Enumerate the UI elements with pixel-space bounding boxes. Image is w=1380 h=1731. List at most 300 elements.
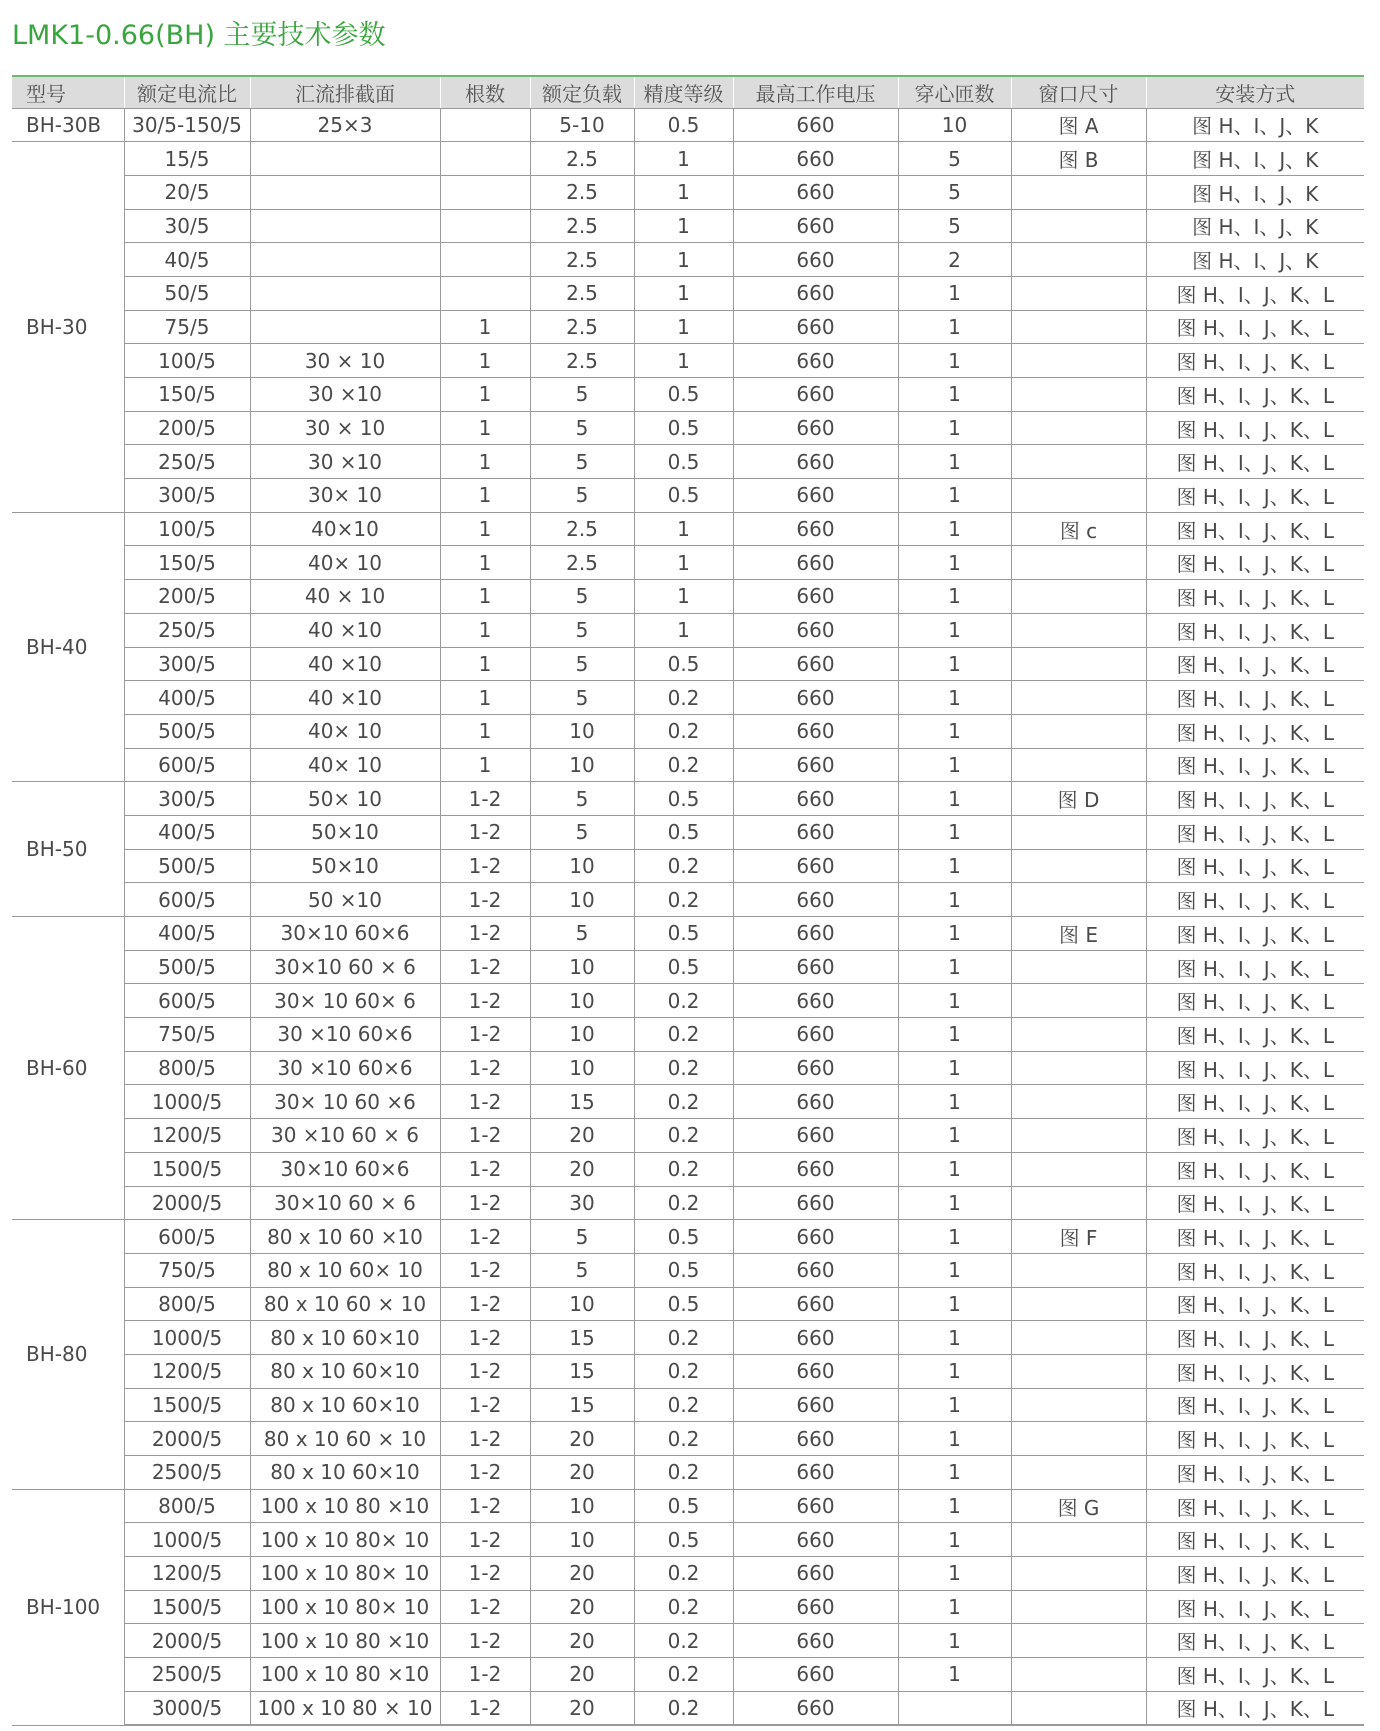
table-row — [12, 1422, 1364, 1456]
header-busbar-section: 汇流排截面 — [250, 76, 440, 108]
cell-current-ratio: 500/5 — [124, 849, 250, 883]
cell-max-voltage: 660 — [733, 546, 898, 580]
cell-max-voltage: 660 — [733, 1489, 898, 1523]
cell-count: 1 — [440, 378, 530, 412]
table-row — [12, 1456, 1364, 1490]
cell-accuracy-class: 0.2 — [634, 1085, 733, 1119]
cell-mounting: 图 H、I、J、K、L — [1146, 1523, 1364, 1557]
cell-current-ratio: 500/5 — [124, 950, 250, 984]
cell-count: 1-2 — [440, 1321, 530, 1355]
cell-mounting: 图 H、I、J、K、L — [1146, 984, 1364, 1018]
cell-model: BH-100 — [12, 1489, 124, 1725]
cell-window-size: 图 B — [1011, 142, 1146, 176]
cell-busbar-section: 50×10 — [250, 849, 440, 883]
cell-accuracy-class: 0.2 — [634, 1186, 733, 1220]
cell-turns: 1 — [898, 512, 1011, 546]
cell-count: 1-2 — [440, 950, 530, 984]
cell-window-size — [1011, 310, 1146, 344]
cell-current-ratio: 1200/5 — [124, 1354, 250, 1388]
cell-count: 1-2 — [440, 1220, 530, 1254]
cell-current-ratio: 150/5 — [124, 546, 250, 580]
cell-current-ratio: 75/5 — [124, 310, 250, 344]
cell-turns: 1 — [898, 1018, 1011, 1052]
cell-max-voltage: 660 — [733, 1321, 898, 1355]
cell-window-size — [1011, 344, 1146, 378]
cell-window-size — [1011, 479, 1146, 513]
cell-rated-load: 2.5 — [530, 243, 634, 277]
cell-max-voltage: 660 — [733, 1523, 898, 1557]
cell-busbar-section: 30 × 10 — [250, 344, 440, 378]
cell-busbar-section: 30 ×10 — [250, 445, 440, 479]
cell-busbar-section: 80 x 10 60×10 — [250, 1354, 440, 1388]
cell-busbar-section: 100 x 10 80 ×10 — [250, 1624, 440, 1658]
cell-mounting: 图 H、I、J、K、L — [1146, 378, 1364, 412]
cell-accuracy-class: 0.2 — [634, 1388, 733, 1422]
table-row — [12, 613, 1364, 647]
cell-mounting: 图 H、I、J、K、L — [1146, 1119, 1364, 1153]
cell-current-ratio: 400/5 — [124, 681, 250, 715]
table-row — [12, 512, 1364, 546]
cell-current-ratio: 2500/5 — [124, 1658, 250, 1692]
cell-turns: 1 — [898, 849, 1011, 883]
table-row — [12, 1691, 1364, 1725]
cell-current-ratio: 1500/5 — [124, 1590, 250, 1624]
cell-busbar-section: 30×10 60×6 — [250, 1152, 440, 1186]
cell-accuracy-class: 0.2 — [634, 883, 733, 917]
cell-max-voltage: 660 — [733, 1422, 898, 1456]
cell-current-ratio: 400/5 — [124, 917, 250, 951]
cell-count: 1 — [440, 613, 530, 647]
header-rated-load: 额定负载 — [530, 76, 634, 108]
cell-accuracy-class: 0.2 — [634, 1557, 733, 1591]
cell-count: 1-2 — [440, 1287, 530, 1321]
cell-max-voltage: 660 — [733, 1354, 898, 1388]
cell-turns: 1 — [898, 647, 1011, 681]
cell-mounting: 图 H、I、J、K、L — [1146, 1051, 1364, 1085]
cell-current-ratio: 250/5 — [124, 613, 250, 647]
cell-busbar-section — [250, 276, 440, 310]
cell-count: 1-2 — [440, 1523, 530, 1557]
cell-model: BH-50 — [12, 782, 124, 917]
cell-current-ratio: 750/5 — [124, 1018, 250, 1052]
cell-mounting: 图 H、I、J、K、L — [1146, 647, 1364, 681]
cell-rated-load: 20 — [530, 1658, 634, 1692]
table-row — [12, 1287, 1364, 1321]
cell-max-voltage: 660 — [733, 310, 898, 344]
header-current-ratio: 额定电流比 — [124, 76, 250, 108]
table-row — [12, 647, 1364, 681]
cell-turns: 1 — [898, 411, 1011, 445]
cell-turns: 1 — [898, 1220, 1011, 1254]
cell-mounting: 图 H、I、J、K、L — [1146, 1658, 1364, 1692]
cell-turns: 1 — [898, 1152, 1011, 1186]
cell-window-size: 图 G — [1011, 1489, 1146, 1523]
cell-rated-load: 10 — [530, 1287, 634, 1321]
cell-count: 1-2 — [440, 1590, 530, 1624]
cell-rated-load: 20 — [530, 1691, 634, 1725]
table-row — [12, 1253, 1364, 1287]
cell-accuracy-class: 0.5 — [634, 378, 733, 412]
cell-current-ratio: 1200/5 — [124, 1557, 250, 1591]
cell-current-ratio: 800/5 — [124, 1489, 250, 1523]
cell-accuracy-class: 1 — [634, 613, 733, 647]
cell-count: 1 — [440, 546, 530, 580]
cell-turns: 1 — [898, 479, 1011, 513]
header-model: 型号 — [12, 76, 124, 108]
cell-count: 1-2 — [440, 815, 530, 849]
cell-window-size — [1011, 1691, 1146, 1725]
cell-accuracy-class: 1 — [634, 310, 733, 344]
cell-rated-load: 5 — [530, 580, 634, 614]
cell-mounting: 图 H、I、J、K、L — [1146, 748, 1364, 782]
cell-rated-load: 2.5 — [530, 546, 634, 580]
cell-window-size — [1011, 883, 1146, 917]
cell-busbar-section: 30 × 10 — [250, 411, 440, 445]
table-row — [12, 714, 1364, 748]
cell-accuracy-class: 1 — [634, 512, 733, 546]
cell-mounting: 图 H、I、J、K、L — [1146, 917, 1364, 951]
cell-model: BH-80 — [12, 1220, 124, 1490]
cell-window-size: 图 D — [1011, 782, 1146, 816]
cell-count: 1 — [440, 411, 530, 445]
table-row — [12, 849, 1364, 883]
cell-accuracy-class: 1 — [634, 546, 733, 580]
cell-accuracy-class: 0.5 — [634, 1489, 733, 1523]
cell-max-voltage: 660 — [733, 1624, 898, 1658]
cell-rated-load: 20 — [530, 1624, 634, 1658]
cell-window-size — [1011, 849, 1146, 883]
cell-current-ratio: 2000/5 — [124, 1624, 250, 1658]
cell-max-voltage: 660 — [733, 580, 898, 614]
cell-window-size — [1011, 1590, 1146, 1624]
table-row — [12, 276, 1364, 310]
cell-window-size — [1011, 1624, 1146, 1658]
cell-max-voltage: 660 — [733, 714, 898, 748]
cell-mounting: 图 H、I、J、K、L — [1146, 950, 1364, 984]
cell-accuracy-class: 0.2 — [634, 1321, 733, 1355]
cell-current-ratio: 2500/5 — [124, 1456, 250, 1490]
cell-count: 1-2 — [440, 984, 530, 1018]
cell-window-size — [1011, 1321, 1146, 1355]
cell-count: 1 — [440, 512, 530, 546]
cell-max-voltage: 660 — [733, 108, 898, 142]
cell-current-ratio: 30/5 — [124, 209, 250, 243]
cell-rated-load: 5 — [530, 378, 634, 412]
cell-window-size — [1011, 950, 1146, 984]
cell-rated-load: 20 — [530, 1119, 634, 1153]
cell-count: 1-2 — [440, 1658, 530, 1692]
cell-accuracy-class: 0.5 — [634, 479, 733, 513]
cell-count: 1-2 — [440, 1624, 530, 1658]
cell-max-voltage: 660 — [733, 1220, 898, 1254]
cell-window-size: 图 A — [1011, 108, 1146, 142]
cell-window-size — [1011, 1018, 1146, 1052]
cell-max-voltage: 660 — [733, 175, 898, 209]
cell-mounting: 图 H、I、J、K、L — [1146, 1186, 1364, 1220]
cell-rated-load: 2.5 — [530, 276, 634, 310]
cell-mounting: 图 H、I、J、K、L — [1146, 546, 1364, 580]
cell-accuracy-class: 0.2 — [634, 748, 733, 782]
cell-rated-load: 2.5 — [530, 142, 634, 176]
cell-busbar-section: 80 x 10 60× 10 — [250, 1253, 440, 1287]
cell-accuracy-class: 0.5 — [634, 647, 733, 681]
cell-rated-load: 2.5 — [530, 512, 634, 546]
cell-max-voltage: 660 — [733, 445, 898, 479]
table-row — [12, 310, 1364, 344]
cell-mounting: 图 H、I、J、K、L — [1146, 411, 1364, 445]
cell-mounting: 图 H、I、J、K、L — [1146, 1590, 1364, 1624]
table-row — [12, 815, 1364, 849]
cell-max-voltage: 660 — [733, 1186, 898, 1220]
cell-max-voltage: 660 — [733, 209, 898, 243]
cell-turns: 1 — [898, 782, 1011, 816]
cell-turns: 1 — [898, 950, 1011, 984]
table-row — [12, 1152, 1364, 1186]
cell-rated-load: 2.5 — [530, 175, 634, 209]
cell-busbar-section: 30 ×10 60×6 — [250, 1018, 440, 1052]
cell-accuracy-class: 0.2 — [634, 1590, 733, 1624]
cell-max-voltage: 660 — [733, 815, 898, 849]
cell-mounting: 图 H、I、J、K、L — [1146, 883, 1364, 917]
cell-turns: 1 — [898, 1489, 1011, 1523]
cell-turns: 1 — [898, 1287, 1011, 1321]
cell-count: 1-2 — [440, 1456, 530, 1490]
table-row — [12, 950, 1364, 984]
cell-rated-load: 10 — [530, 714, 634, 748]
cell-mounting: 图 H、I、J、K — [1146, 108, 1364, 142]
cell-busbar-section: 40 ×10 — [250, 681, 440, 715]
table-row — [12, 378, 1364, 412]
cell-model: BH-30B — [12, 108, 124, 142]
cell-busbar-section: 40×10 — [250, 512, 440, 546]
cell-max-voltage: 660 — [733, 1691, 898, 1725]
cell-window-size — [1011, 209, 1146, 243]
cell-accuracy-class: 0.2 — [634, 1658, 733, 1692]
cell-rated-load: 20 — [530, 1152, 634, 1186]
cell-mounting: 图 H、I、J、K — [1146, 175, 1364, 209]
cell-current-ratio: 100/5 — [124, 512, 250, 546]
cell-window-size — [1011, 276, 1146, 310]
cell-busbar-section: 100 x 10 80× 10 — [250, 1590, 440, 1624]
cell-max-voltage: 660 — [733, 849, 898, 883]
cell-mounting: 图 H、I、J、K、L — [1146, 512, 1364, 546]
cell-mounting: 图 H、I、J、K、L — [1146, 1152, 1364, 1186]
cell-busbar-section: 80 x 10 60×10 — [250, 1456, 440, 1490]
cell-max-voltage: 660 — [733, 917, 898, 951]
cell-max-voltage: 660 — [733, 1287, 898, 1321]
cell-turns: 1 — [898, 613, 1011, 647]
cell-max-voltage: 660 — [733, 1119, 898, 1153]
cell-rated-load: 2.5 — [530, 344, 634, 378]
cell-busbar-section: 80 x 10 60 × 10 — [250, 1422, 440, 1456]
cell-accuracy-class: 0.5 — [634, 1287, 733, 1321]
cell-current-ratio: 200/5 — [124, 580, 250, 614]
cell-turns: 1 — [898, 1253, 1011, 1287]
cell-busbar-section: 80 x 10 60×10 — [250, 1321, 440, 1355]
cell-busbar-section: 30 ×10 — [250, 378, 440, 412]
cell-current-ratio: 1000/5 — [124, 1321, 250, 1355]
cell-turns: 1 — [898, 344, 1011, 378]
cell-mounting: 图 H、I、J、K、L — [1146, 1018, 1364, 1052]
cell-accuracy-class: 0.5 — [634, 411, 733, 445]
header-max-voltage: 最高工作电压 — [733, 76, 898, 108]
table-row — [12, 108, 1364, 142]
cell-max-voltage: 660 — [733, 276, 898, 310]
cell-rated-load: 5 — [530, 815, 634, 849]
cell-busbar-section: 30×10 60 × 6 — [250, 1186, 440, 1220]
cell-current-ratio: 2000/5 — [124, 1422, 250, 1456]
cell-count — [440, 142, 530, 176]
cell-rated-load: 5 — [530, 917, 634, 951]
cell-rated-load: 5 — [530, 445, 634, 479]
cell-max-voltage: 660 — [733, 1051, 898, 1085]
cell-mounting: 图 H、I、J、K、L — [1146, 1422, 1364, 1456]
table-row — [12, 445, 1364, 479]
cell-window-size — [1011, 815, 1146, 849]
cell-current-ratio: 600/5 — [124, 883, 250, 917]
cell-rated-load: 5 — [530, 1220, 634, 1254]
cell-accuracy-class: 1 — [634, 209, 733, 243]
cell-accuracy-class: 0.2 — [634, 681, 733, 715]
cell-max-voltage: 660 — [733, 1658, 898, 1692]
cell-current-ratio: 800/5 — [124, 1051, 250, 1085]
table-row — [12, 748, 1364, 782]
table-row — [12, 984, 1364, 1018]
table-row — [12, 782, 1364, 816]
table-row — [12, 243, 1364, 277]
cell-count: 1-2 — [440, 1152, 530, 1186]
cell-count — [440, 175, 530, 209]
cell-current-ratio: 100/5 — [124, 344, 250, 378]
cell-mounting: 图 H、I、J、K、L — [1146, 310, 1364, 344]
cell-turns: 1 — [898, 1590, 1011, 1624]
cell-window-size — [1011, 748, 1146, 782]
table-row — [12, 1321, 1364, 1355]
cell-window-size: 图 c — [1011, 512, 1146, 546]
cell-rated-load: 5 — [530, 782, 634, 816]
table-row — [12, 1658, 1364, 1692]
cell-turns: 1 — [898, 378, 1011, 412]
cell-max-voltage: 660 — [733, 1018, 898, 1052]
cell-count — [440, 243, 530, 277]
cell-turns: 1 — [898, 310, 1011, 344]
cell-busbar-section: 80 x 10 60 ×10 — [250, 1220, 440, 1254]
cell-accuracy-class: 1 — [634, 243, 733, 277]
cell-busbar-section: 100 x 10 80 ×10 — [250, 1658, 440, 1692]
cell-window-size — [1011, 546, 1146, 580]
cell-accuracy-class: 0.2 — [634, 1422, 733, 1456]
cell-rated-load: 10 — [530, 1018, 634, 1052]
cell-window-size — [1011, 1388, 1146, 1422]
cell-current-ratio: 300/5 — [124, 782, 250, 816]
cell-mounting: 图 H、I、J、K、L — [1146, 445, 1364, 479]
cell-count: 1-2 — [440, 1085, 530, 1119]
cell-mounting: 图 H、I、J、K、L — [1146, 681, 1364, 715]
cell-window-size — [1011, 984, 1146, 1018]
cell-rated-load: 10 — [530, 984, 634, 1018]
cell-busbar-section: 40× 10 — [250, 748, 440, 782]
cell-turns: 1 — [898, 276, 1011, 310]
cell-current-ratio: 300/5 — [124, 647, 250, 681]
spec-table — [12, 75, 1364, 1726]
cell-model: BH-60 — [12, 917, 124, 1220]
cell-turns: 1 — [898, 1658, 1011, 1692]
cell-rated-load: 5 — [530, 613, 634, 647]
cell-rated-load: 20 — [530, 1422, 634, 1456]
cell-count — [440, 209, 530, 243]
cell-window-size — [1011, 243, 1146, 277]
cell-rated-load: 5 — [530, 681, 634, 715]
cell-current-ratio: 800/5 — [124, 1287, 250, 1321]
cell-current-ratio: 40/5 — [124, 243, 250, 277]
cell-max-voltage: 660 — [733, 883, 898, 917]
cell-busbar-section — [250, 175, 440, 209]
cell-accuracy-class: 0.2 — [634, 849, 733, 883]
cell-accuracy-class: 0.5 — [634, 815, 733, 849]
cell-mounting: 图 H、I、J、K、L — [1146, 1253, 1364, 1287]
table-row — [12, 1051, 1364, 1085]
cell-busbar-section: 100 x 10 80× 10 — [250, 1523, 440, 1557]
cell-busbar-section: 30×10 60×6 — [250, 917, 440, 951]
cell-busbar-section: 100 x 10 80 × 10 — [250, 1691, 440, 1725]
cell-max-voltage: 660 — [733, 1085, 898, 1119]
cell-accuracy-class: 0.2 — [634, 1624, 733, 1658]
cell-turns: 1 — [898, 984, 1011, 1018]
cell-accuracy-class: 1 — [634, 175, 733, 209]
cell-accuracy-class: 0.2 — [634, 1691, 733, 1725]
cell-current-ratio: 1000/5 — [124, 1085, 250, 1119]
cell-current-ratio: 600/5 — [124, 1220, 250, 1254]
cell-busbar-section: 40× 10 — [250, 546, 440, 580]
cell-turns: 1 — [898, 1085, 1011, 1119]
cell-turns: 1 — [898, 546, 1011, 580]
cell-accuracy-class: 0.5 — [634, 782, 733, 816]
cell-current-ratio: 30/5-150/5 — [124, 108, 250, 142]
cell-turns: 1 — [898, 748, 1011, 782]
cell-window-size: 图 E — [1011, 917, 1146, 951]
cell-window-size — [1011, 647, 1146, 681]
cell-rated-load: 10 — [530, 883, 634, 917]
cell-model: BH-30 — [12, 142, 124, 513]
cell-mounting: 图 H、I、J、K、L — [1146, 580, 1364, 614]
cell-busbar-section: 100 x 10 80× 10 — [250, 1557, 440, 1591]
cell-busbar-section: 100 x 10 80 ×10 — [250, 1489, 440, 1523]
cell-count: 1-2 — [440, 782, 530, 816]
cell-max-voltage: 660 — [733, 1456, 898, 1490]
cell-rated-load: 5 — [530, 479, 634, 513]
table-row — [12, 1624, 1364, 1658]
cell-turns: 1 — [898, 815, 1011, 849]
cell-rated-load: 10 — [530, 950, 634, 984]
cell-rated-load: 5 — [530, 1253, 634, 1287]
cell-turns: 1 — [898, 1557, 1011, 1591]
cell-window-size — [1011, 1523, 1146, 1557]
cell-rated-load: 20 — [530, 1456, 634, 1490]
cell-turns: 1 — [898, 714, 1011, 748]
cell-max-voltage: 660 — [733, 1253, 898, 1287]
cell-count: 1-2 — [440, 1691, 530, 1725]
cell-window-size — [1011, 613, 1146, 647]
cell-count: 1-2 — [440, 917, 530, 951]
cell-max-voltage: 660 — [733, 782, 898, 816]
cell-count: 1 — [440, 445, 530, 479]
cell-accuracy-class: 0.2 — [634, 1456, 733, 1490]
cell-mounting: 图 H、I、J、K、L — [1146, 1287, 1364, 1321]
cell-count: 1 — [440, 647, 530, 681]
table-row — [12, 209, 1364, 243]
cell-accuracy-class: 0.5 — [634, 1253, 733, 1287]
cell-window-size — [1011, 411, 1146, 445]
